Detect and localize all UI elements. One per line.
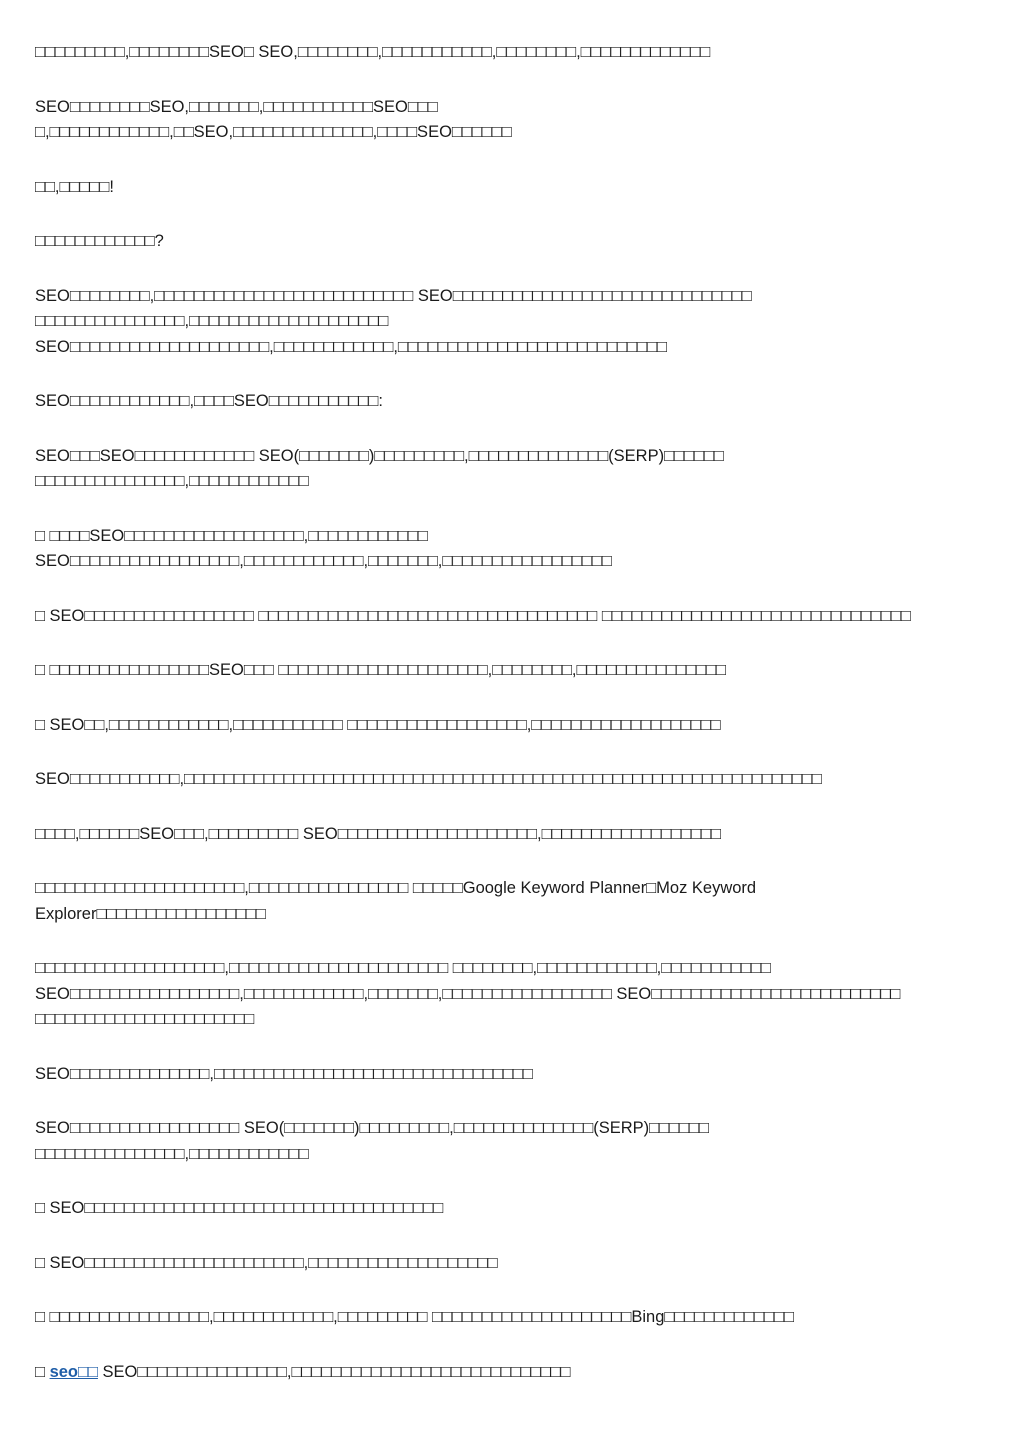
paragraph [35, 713, 975, 739]
text-line: □ □□□□SEO□□□□□□□□□□□□□□□□□□,□□□□□□□□□□□□ [35, 526, 428, 545]
paragraph [35, 175, 975, 201]
text-line: □□□□□□□□□□□□□□□,□□□□□□□□□□□□ [35, 1144, 309, 1163]
text-line: □□□□□□□□□□□□□□□□□□□□□,□□□□□□□□□□□□□□□□ □□□□□Google Keyword Planner□Moz Keyword [35, 879, 757, 897]
text-line: □,□□□□□□□□□□□□,□□SEO,□□□□□□□□□□□□□□,□□□□SEO□□□□□□ [35, 123, 512, 141]
paragraph [35, 822, 975, 848]
paragraph [35, 876, 975, 927]
paragraph-with-link [35, 1360, 975, 1386]
text-line: □□□□□□□□□□□□□□□,□□□□□□□□□□□□ [35, 472, 309, 490]
text-line: □ SEO□□□□□□□□□□□□□□□□□□□□□□,□□□□□□□□□□□□□□□□□□□ [35, 1253, 498, 1272]
paragraph [35, 524, 975, 575]
text-line: □ SEO□□□□□□□□□□□□□□□□□□□□□□□□□□□□□□□□□□□□ [35, 1199, 444, 1217]
paragraph [35, 444, 975, 495]
paragraph [35, 1062, 975, 1088]
text-line: □□□□□□□□□□□□□□□□□□□,□□□□□□□□□□□□□□□□□□□□□□ □□□□□□□□,□□□□□□□□□□□□,□□□□□□□□□□□ [35, 959, 771, 977]
paragraph [35, 95, 975, 146]
paragraph [35, 658, 975, 684]
text-line: SEO□□□□□□□□□□□□□□□□□,□□□□□□□□□□□□,□□□□□□□,□□□□□□□□□□□□□□□□□ [35, 552, 612, 570]
text-line: □□,□□□□□! [35, 177, 114, 196]
text-line: □ □□□□□□□□□□□□□□□□,□□□□□□□□□□□□,□□□□□□□□□ □□□□□□□□□□□□□□□□□□□□Bing□□□□□□□□□□□□□ [35, 1308, 794, 1326]
paragraph [35, 1116, 975, 1167]
paragraph [35, 229, 975, 255]
document-body [35, 40, 975, 1414]
text-line: □ SEO□□,□□□□□□□□□□□□,□□□□□□□□□□□ □□□□□□□□□□□□□□□□□□,□□□□□□□□□□□□□□□□□□□ [35, 715, 721, 734]
text-line: □ □□□□□□□□□□□□□□□□SEO□□□ □□□□□□□□□□□□□□□□□□□□□,□□□□□□□□,□□□□□□□□□□□□□□□ [35, 661, 727, 679]
paragraph [35, 1251, 975, 1277]
text-line: SEO□□□SEO□□□□□□□□□□□□ SEO(□□□□□□□)□□□□□□□□□,□□□□□□□□□□□□□□(SERP)□□□□□□ [35, 446, 724, 465]
paragraph [35, 284, 975, 361]
seo-link[interactable]: seo□□ [49, 1362, 98, 1381]
text-line: □□□□,□□□□□□SEO□□□,□□□□□□□□□ SEO□□□□□□□□□□□□□□□□□□□□,□□□□□□□□□□□□□□□□□□ [35, 824, 721, 843]
paragraph [35, 604, 975, 630]
text-line-rest: SEO□□□□□□□□□□□□□□□,□□□□□□□□□□□□□□□□□□□□□□□□□□□□ [97, 1362, 571, 1381]
paragraph [35, 389, 975, 415]
text-line: □ SEO□□□□□□□□□□□□□□□□□ □□□□□□□□□□□□□□□□□□□□□□□□□□□□□□□□□□ □□□□□□□□□□□□□□□□□□□□□□□□□□□□□□□ [35, 606, 911, 625]
text-line: SEO□□□□□□□□,□□□□□□□□□□□□□□□□□□□□□□□□□□ SEO□□□□□□□□□□□□□□□□□□□□□□□□□□□□□□ [35, 286, 752, 305]
paragraph [35, 1305, 975, 1331]
text-line: SEO□□□□□□□□SEO,□□□□□□□,□□□□□□□□□□□SEO□□□ [35, 97, 438, 116]
paragraph [35, 956, 975, 1033]
text-line: SEO□□□□□□□□□□□,□□□□□□□□□□□□□□□□□□□□□□□□□□□□□□□□□□□□□□□□□□□□□□□□□□□□□□□□□□□□□□□□ [35, 770, 822, 788]
text-line [35, 1360, 975, 1386]
text-line: □□□□□□□□□□□□□□□□□□□□□□ [35, 1010, 255, 1028]
text-line: SEO□□□□□□□□□□□□□□□□□,□□□□□□□□□□□□,□□□□□□□,□□□□□□□□□□□□□□□□□ SEO□□□□□□□□□□□□□□□□□□□□□□□□□ [35, 984, 901, 1003]
text-line: SEO□□□□□□□□□□□□,□□□□SEO□□□□□□□□□□□: [35, 392, 383, 410]
text-line: □□□□□□□□□□□□□□□,□□□□□□□□□□□□□□□□□□□□ [35, 312, 389, 330]
text-line: Explorer□□□□□□□□□□□□□□□□□ [35, 904, 266, 923]
paragraph [35, 1196, 975, 1222]
paragraph [35, 40, 975, 66]
text-line: SEO□□□□□□□□□□□□□□□□□□□□,□□□□□□□□□□□□,□□□□□□□□□□□□□□□□□□□□□□□□□□□ [35, 337, 668, 356]
text-line: □□□□□□□□□,□□□□□□□□SEO□ SEO,□□□□□□□□,□□□□□□□□□□□,□□□□□□□□,□□□□□□□□□□□□□ [35, 43, 711, 61]
paragraph [35, 767, 975, 793]
text-line: SEO□□□□□□□□□□□□□□,□□□□□□□□□□□□□□□□□□□□□□□□□□□□□□□□ [35, 1064, 533, 1083]
text-line: □□□□□□□□□□□□? [35, 232, 164, 250]
text-line: SEO□□□□□□□□□□□□□□□□□ SEO(□□□□□□□)□□□□□□□□□,□□□□□□□□□□□□□□(SERP)□□□□□□ [35, 1119, 709, 1137]
bullet: □ [35, 1362, 45, 1381]
